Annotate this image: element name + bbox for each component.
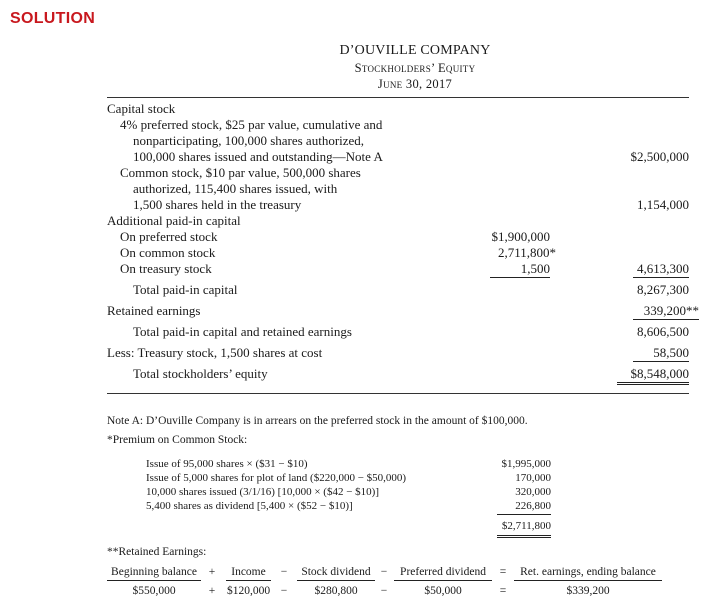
premium-item-amount: 320,000: [515, 486, 551, 498]
premium-item-amount: $1,995,000: [501, 458, 551, 470]
re-operator: =: [499, 566, 507, 578]
re-operator: −: [280, 585, 288, 597]
total-se-label: Total stockholders’ equity: [133, 366, 268, 381]
total-se: $8,548,000: [617, 366, 689, 385]
note-a: Note A: D’Ouville Company is in arrears on the preferred stock in the amount of $100,000.: [107, 415, 528, 427]
common-desc-1: Common stock, $10 par value, 500,000 shares: [120, 165, 361, 180]
re-header-preferred-dividend: Preferred dividend: [394, 566, 492, 581]
re-operator: +: [208, 566, 216, 578]
premium-total: $2,711,800: [497, 520, 551, 538]
re-operator: =: [499, 585, 507, 597]
re-operator: −: [380, 566, 388, 578]
total-pic-re-label: Total paid-in capital and retained earnings: [133, 324, 352, 339]
re-value-ending: $339,200: [566, 585, 610, 597]
premium-item-label: 5,400 shares as dividend [5,400 × ($52 − $10)]: [146, 500, 353, 512]
apic-total: 4,613,300: [633, 261, 689, 278]
preferred-desc-3: 100,000 shares issued and outstanding—Note A: [133, 149, 383, 164]
re-operator: −: [280, 566, 288, 578]
common-amount: 1,154,000: [637, 197, 689, 212]
company-name: D’OUVILLE COMPANY: [339, 43, 491, 58]
re-header-ending: Ret. earnings, ending balance: [514, 566, 662, 581]
apic-item-label: On treasury stock: [120, 261, 212, 276]
re-value-stock-dividend: $280,800: [314, 585, 358, 597]
preferred-amount: $2,500,000: [630, 149, 689, 164]
premium-item-amount: 170,000: [515, 472, 551, 484]
total-paid-in: 8,267,300: [637, 282, 689, 297]
re-operator: −: [380, 585, 388, 597]
treasury-label: Less: Treasury stock, 1,500 shares at cost: [107, 345, 323, 360]
re-header-income: Income: [226, 566, 271, 581]
apic-item-amount: $1,900,000: [491, 229, 550, 244]
premium-item-label: Issue of 5,000 shares for plot of land ($220,000 − $50,000): [146, 472, 407, 484]
section-rule: [107, 393, 689, 394]
re-header-stock-dividend: Stock dividend: [297, 566, 375, 581]
re-value-beginning: $550,000: [132, 585, 176, 597]
premium-item-amount: 226,800: [497, 500, 551, 515]
statement-date: June 30, 2017: [377, 77, 453, 91]
re-header-beginning: Beginning balance: [107, 566, 201, 581]
preferred-desc-1: 4% preferred stock, $25 par value, cumulative and: [120, 117, 383, 132]
premium-title: *Premium on Common Stock:: [107, 434, 248, 446]
total-pic-re: 8,606,500: [637, 324, 689, 339]
apic-item-amount: 1,500: [490, 261, 550, 278]
statement-title: Stockholders’ Equity: [354, 61, 476, 75]
retained-calc-title: **Retained Earnings:: [107, 546, 207, 558]
re-value-preferred-dividend: $50,000: [424, 585, 462, 597]
treasury-amount: 58,500: [633, 345, 689, 362]
premium-item-label: 10,000 shares issued (3/1/16) [10,000 × ($42 − $10)]: [146, 486, 379, 498]
re-value-income: $120,000: [226, 585, 271, 597]
apic-item-label: On preferred stock: [120, 229, 218, 244]
premium-item-label: Issue of 95,000 shares × ($31 − $10): [146, 458, 308, 470]
apic-item-amount: 2,711,800*: [497, 245, 556, 260]
total-paid-in-label: Total paid-in capital: [133, 282, 238, 297]
common-desc-2: authorized, 115,400 shares issued, with: [133, 181, 338, 196]
capital-stock-label: Capital stock: [107, 101, 176, 116]
apic-item-label: On common stock: [120, 245, 216, 260]
apic-label: Additional paid-in capital: [107, 213, 241, 228]
re-operator: +: [208, 585, 216, 597]
retained-label: Retained earnings: [107, 303, 201, 318]
preferred-desc-2: nonparticipating, 100,000 shares authorized,: [133, 133, 365, 148]
common-desc-3: 1,500 shares held in the treasury: [133, 197, 302, 212]
header-rule: [107, 97, 689, 98]
solution-banner: SOLUTION: [10, 10, 96, 27]
retained-amount: 339,200**: [633, 303, 699, 320]
